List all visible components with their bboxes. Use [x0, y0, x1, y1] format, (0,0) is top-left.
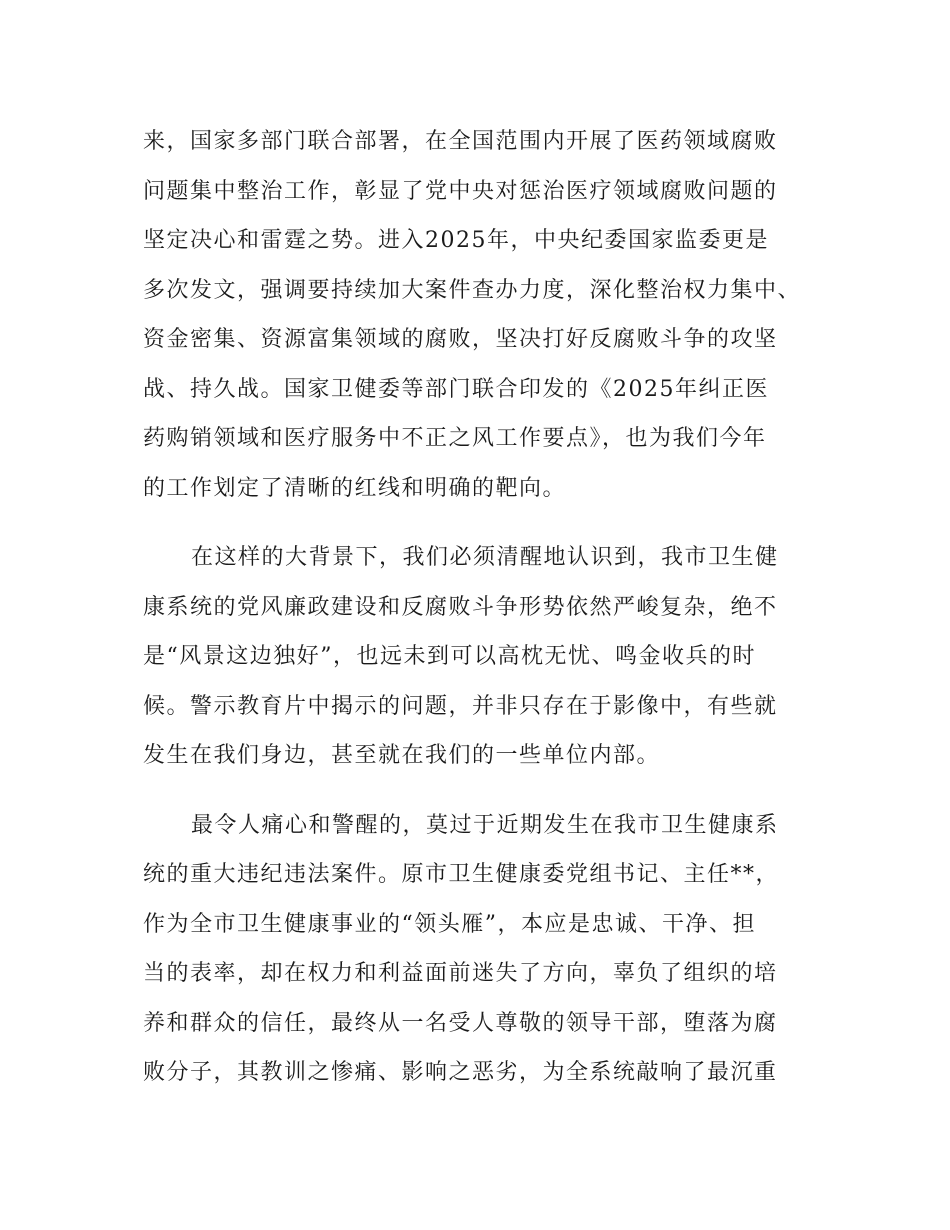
paragraph-spacer: [143, 781, 823, 801]
paragraph-1-line-4: 多次发文，强调要持续加大案件查办力度，深化整治权力集中、: [143, 277, 802, 303]
paragraph-3-line-3: 作为全市卫生健康事业的“领头雁”，本应是忠诚、干净、担: [143, 911, 756, 937]
paragraph-3-line-1: 最令人痛心和警醒的，莫过于近期发生在我市卫生健康系: [191, 812, 779, 838]
paragraph-2-line-5: 发生在我们身边，甚至就在我们的一些单位内部。: [143, 743, 661, 768]
paragraph-2-line-4: 候。警示教育片中揭示的问题，并非只存在于影像中，有些就: [143, 693, 778, 719]
paragraph-1-line-2: 问题集中整治工作，彰显了党中央对惩治医疗领域腐败问题的: [143, 178, 778, 204]
paragraph-1-line-5: 资金密集、资源富集领域的腐败，坚决打好反腐败斗争的攻坚: [143, 327, 778, 352]
paragraph-1-line-7: 药购销领域和医疗服务中不正之风工作要点》，也为我们今年: [143, 426, 767, 451]
paragraph-spacer: [143, 513, 823, 533]
paragraph-3-line-2: 统的重大违纪违法案件。原市卫生健康委党组书记、主任**，: [143, 862, 780, 887]
paragraph-2-line-1: 在这样的大背景下，我们必须清醒地认识到，我市卫生健: [191, 545, 779, 570]
document-body: [143, 117, 823, 1098]
paragraph-3-line-4: 当的表率，却在权力和利益面前迷失了方向，辜负了组织的培: [143, 961, 778, 986]
paragraph-1-line-1: 来，国家多部门联合部署，在全国范围内开展了医药领域腐败: [143, 129, 778, 154]
paragraph-3-line-5: 养和群众的信任，最终从一名受人尊敬的领导干部，堕落为腐: [143, 1010, 778, 1036]
paragraph-2-line-2: 康系统的党风廉政建设和反腐败斗争形势依然严峻复杂，绝不: [143, 594, 778, 620]
paragraph-1-line-3: 坚定决心和雷霆之势。进入2025年，中央纪委国家监委更是: [143, 228, 769, 253]
paragraph-2-line-3: 是“风景这边独好”，也远未到可以高枕无忧、鸣金收兵的时: [143, 644, 756, 669]
paragraph-1-line-6: 战、持久战。国家卫健委等部门联合印发的《2025年纠正医: [143, 376, 769, 402]
paragraph-3-line-6: 败分子，其教训之惨痛、影响之恶劣，为全系统敲响了最沉重: [143, 1060, 778, 1085]
paragraph-1-line-8: 的工作划定了清晰的红线和明确的靶向。: [143, 475, 567, 501]
